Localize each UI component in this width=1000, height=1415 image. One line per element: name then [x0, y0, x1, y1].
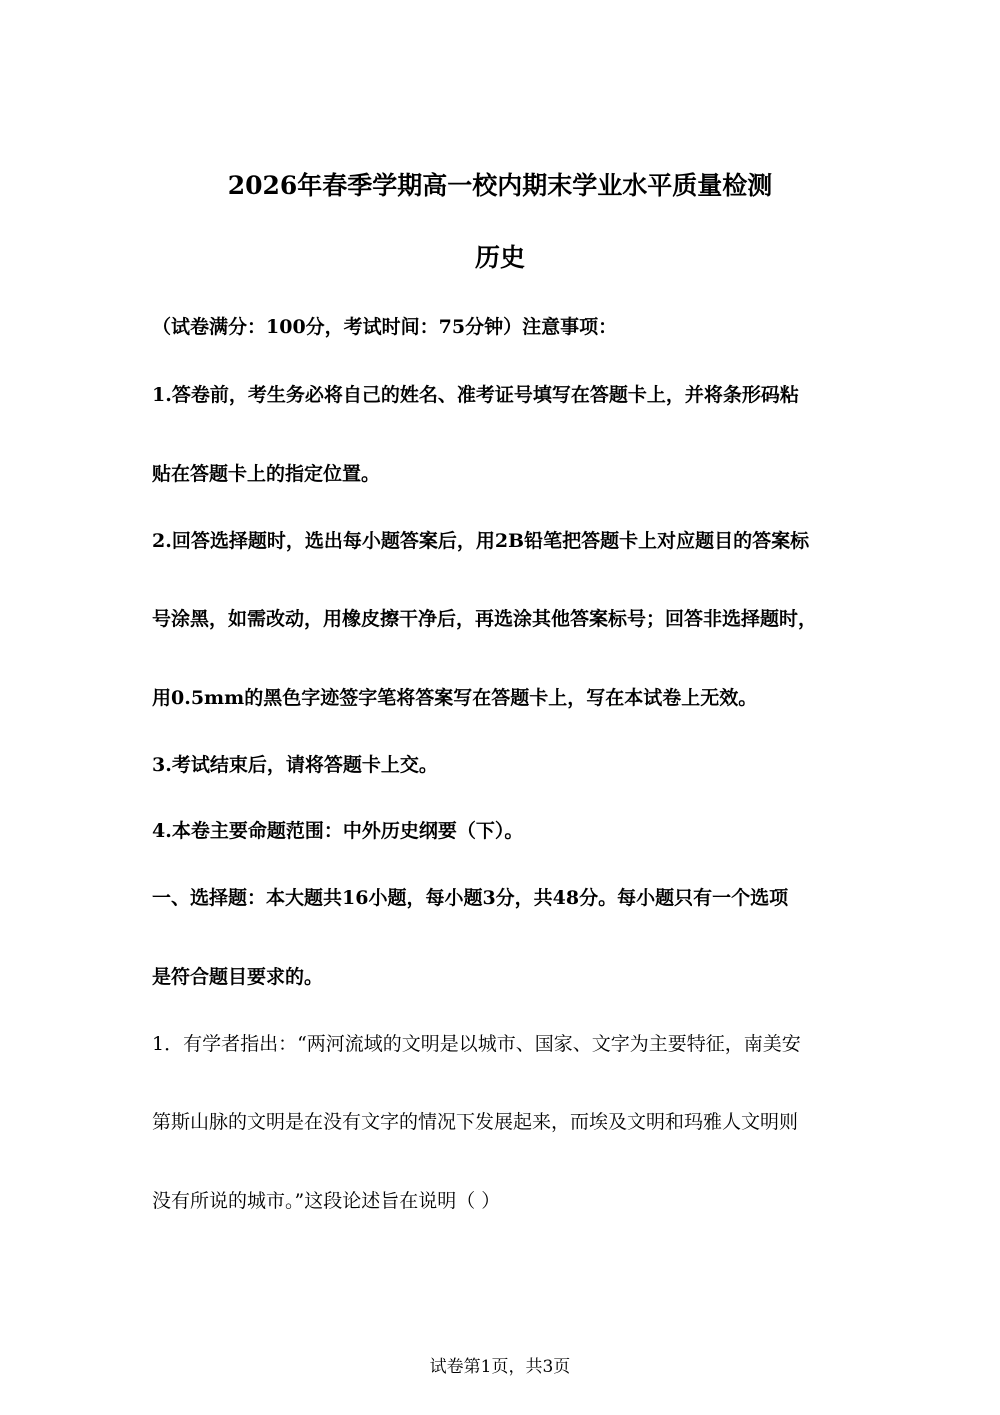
section-heading-line-2: 是符合题目要求的。 — [152, 966, 324, 988]
note-line-5: 用0.5mm的黑色字迹签字笔将答案写在答题卡上，写在本试卷上无效。 — [152, 687, 758, 709]
note-line-6: 3.考试结束后，请将答题卡上交。 — [152, 754, 438, 776]
section-heading-line-1: 一、选择题：本大题共16小题，每小题3分，共48分。每小题只有一个选项 — [152, 887, 789, 909]
question-1-line-3: 没有所说的城市。”这段论述旨在说明（ ） — [152, 1190, 501, 1212]
note-line-2: 贴在答题卡上的指定位置。 — [152, 463, 381, 485]
note-line-4: 号涂黑，如需改动，用橡皮擦干净后，再选涂其他答案标号；回答非选择题时， — [152, 608, 818, 630]
note-line-1: 1.答卷前，考生务必将自己的姓名、准考证号填写在答题卡上，并将条形码粘 — [152, 384, 799, 406]
subject-title: 历史 — [474, 243, 525, 272]
question-1-line-1: 1．有学者指出：“两河流域的文明是以城市、国家、文字为主要特征，南美安 — [152, 1033, 801, 1055]
exam-info: （试卷满分：100分，考试时间：75分钟）注意事项： — [152, 316, 618, 338]
question-1-line-2: 第斯山脉的文明是在没有文字的情况下发展起来，而埃及文明和玛雅人文明则 — [152, 1111, 799, 1133]
exam-title: 2026年春季学期高一校内期末学业水平质量检测 — [227, 171, 773, 200]
note-line-3: 2.回答选择题时，选出每小题答案后，用2B铅笔把答题卡上对应题目的答案标 — [152, 530, 810, 552]
note-line-7: 4.本卷主要命题范围：中外历史纲要（下）。 — [152, 820, 524, 842]
page-footer: 试卷第1页，共3页 — [429, 1357, 571, 1377]
